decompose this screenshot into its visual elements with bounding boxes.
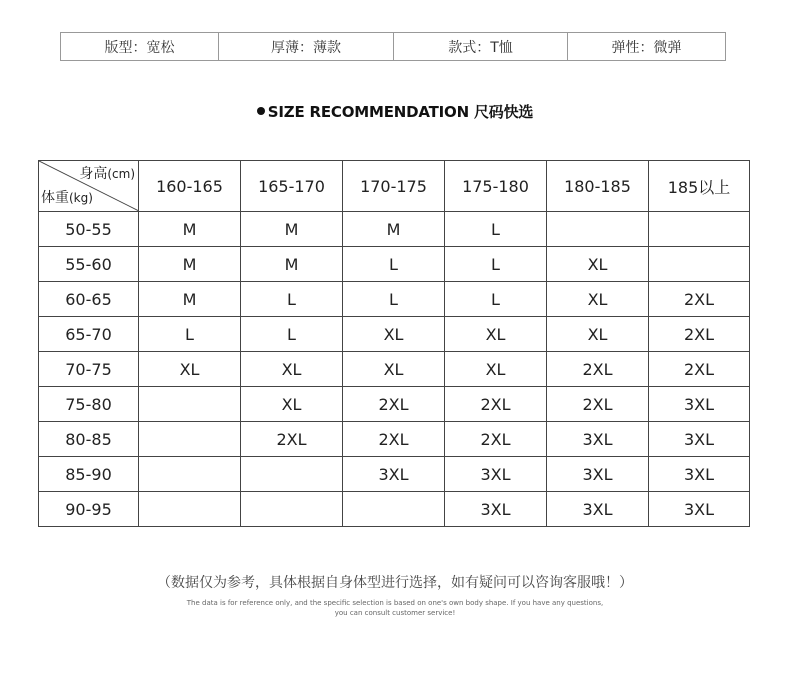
reference-note-english	[0, 598, 790, 618]
table-row	[39, 317, 750, 352]
heading-text: SIZE RECOMMENDATION 尺码快选	[267, 103, 534, 121]
weight-range-cell: 50-55	[39, 212, 139, 247]
table-row	[39, 247, 750, 282]
size-cell: 2XL	[547, 352, 649, 387]
size-cell: 2XL	[649, 352, 750, 387]
corner-height-label: 身高(cm)	[79, 166, 135, 182]
size-cell: 3XL	[445, 457, 547, 492]
size-cell: M	[139, 282, 241, 317]
weight-range-cell: 90-95	[39, 492, 139, 527]
attribute-thickness: 厚薄 ： 薄款	[219, 33, 394, 60]
size-cell	[241, 457, 343, 492]
height-range-header: 160-165	[139, 161, 241, 212]
size-cell: L	[139, 317, 241, 352]
table-row	[39, 387, 750, 422]
size-cell: XL	[547, 317, 649, 352]
size-cell: L	[445, 282, 547, 317]
weight-range-cell: 65-70	[39, 317, 139, 352]
size-cell	[139, 387, 241, 422]
size-cell: L	[343, 247, 445, 282]
table-row	[39, 422, 750, 457]
attribute-style: 款式 ： T恤	[394, 33, 568, 60]
size-cell: XL	[547, 282, 649, 317]
attribute-fit-label: 版型	[104, 39, 133, 56]
size-cell	[649, 247, 750, 282]
attribute-elasticity-value: 微弹	[653, 39, 682, 56]
table-row	[39, 492, 750, 527]
size-recommendation-heading	[0, 101, 790, 122]
table-header-row	[39, 161, 750, 212]
size-cell: M	[139, 212, 241, 247]
size-cell	[139, 492, 241, 527]
size-cell	[547, 212, 649, 247]
size-cell: 2XL	[547, 387, 649, 422]
size-cell: XL	[343, 352, 445, 387]
size-cell: 3XL	[547, 422, 649, 457]
corner-weight-label: 体重(kg)	[41, 190, 93, 206]
attribute-style-label: 款式	[448, 39, 477, 56]
size-cell: 2XL	[649, 317, 750, 352]
size-cell: XL	[547, 247, 649, 282]
size-cell	[139, 422, 241, 457]
size-cell: L	[445, 212, 547, 247]
height-range-header: 170-175	[343, 161, 445, 212]
weight-range-cell: 70-75	[39, 352, 139, 387]
reference-note-english-line2: you can consult customer service!	[334, 609, 456, 617]
size-cell: L	[343, 282, 445, 317]
attribute-fit-value: 宽松	[146, 39, 175, 56]
table-row	[39, 212, 750, 247]
attribute-elasticity: 弹性 ： 微弹	[568, 33, 725, 60]
size-cell: L	[445, 247, 547, 282]
size-cell: 3XL	[445, 492, 547, 527]
size-cell: 3XL	[547, 492, 649, 527]
table-row	[39, 282, 750, 317]
size-cell: XL	[445, 352, 547, 387]
size-cell: M	[139, 247, 241, 282]
product-attributes-bar	[60, 32, 726, 61]
bullet-dot-icon	[257, 107, 265, 115]
size-chart-table	[38, 160, 750, 527]
size-cell: XL	[139, 352, 241, 387]
reference-note-chinese: （数据仅为参考，具体根据自身体型进行选择，如有疑问可以咨询客服哦！）	[157, 575, 633, 591]
size-cell: L	[241, 317, 343, 352]
table-row	[39, 457, 750, 492]
size-cell: 2XL	[445, 387, 547, 422]
size-cell	[343, 492, 445, 527]
size-cell: 3XL	[649, 492, 750, 527]
attribute-thickness-label: 厚薄	[271, 39, 299, 56]
size-cell: 3XL	[343, 457, 445, 492]
size-cell: XL	[445, 317, 547, 352]
size-cell	[241, 492, 343, 527]
height-range-header: 180-185	[547, 161, 649, 212]
weight-range-cell: 85-90	[39, 457, 139, 492]
weight-range-cell: 75-80	[39, 387, 139, 422]
size-cell: M	[241, 247, 343, 282]
size-cell: M	[343, 212, 445, 247]
size-cell: XL	[241, 387, 343, 422]
reference-note-english-line1: The data is for reference only, and the specific selection is based on one's own body shape. If you have any questions,	[186, 599, 604, 607]
table-row	[39, 352, 750, 387]
weight-range-cell: 60-65	[39, 282, 139, 317]
attribute-style-value: T恤	[490, 39, 513, 56]
size-cell	[649, 212, 750, 247]
attribute-thickness-value: 薄款	[313, 39, 341, 56]
size-cell: 2XL	[343, 422, 445, 457]
size-cell: 2XL	[649, 282, 750, 317]
size-cell: 2XL	[343, 387, 445, 422]
weight-range-cell: 55-60	[39, 247, 139, 282]
height-range-header: 165-170	[241, 161, 343, 212]
size-cell: 3XL	[547, 457, 649, 492]
height-range-header: 185以上	[649, 161, 750, 212]
table-corner-cell	[39, 161, 139, 212]
size-cell: XL	[241, 352, 343, 387]
size-cell: 3XL	[649, 457, 750, 492]
attribute-elasticity-label: 弹性	[611, 39, 640, 56]
height-range-header: 175-180	[445, 161, 547, 212]
size-cell	[139, 457, 241, 492]
size-cell: M	[241, 212, 343, 247]
weight-range-cell: 80-85	[39, 422, 139, 457]
size-cell: 3XL	[649, 387, 750, 422]
size-cell: 2XL	[241, 422, 343, 457]
size-cell: L	[241, 282, 343, 317]
size-cell: 3XL	[649, 422, 750, 457]
size-cell: XL	[343, 317, 445, 352]
attribute-fit: 版型 ： 宽松	[61, 33, 219, 60]
size-cell: 2XL	[445, 422, 547, 457]
